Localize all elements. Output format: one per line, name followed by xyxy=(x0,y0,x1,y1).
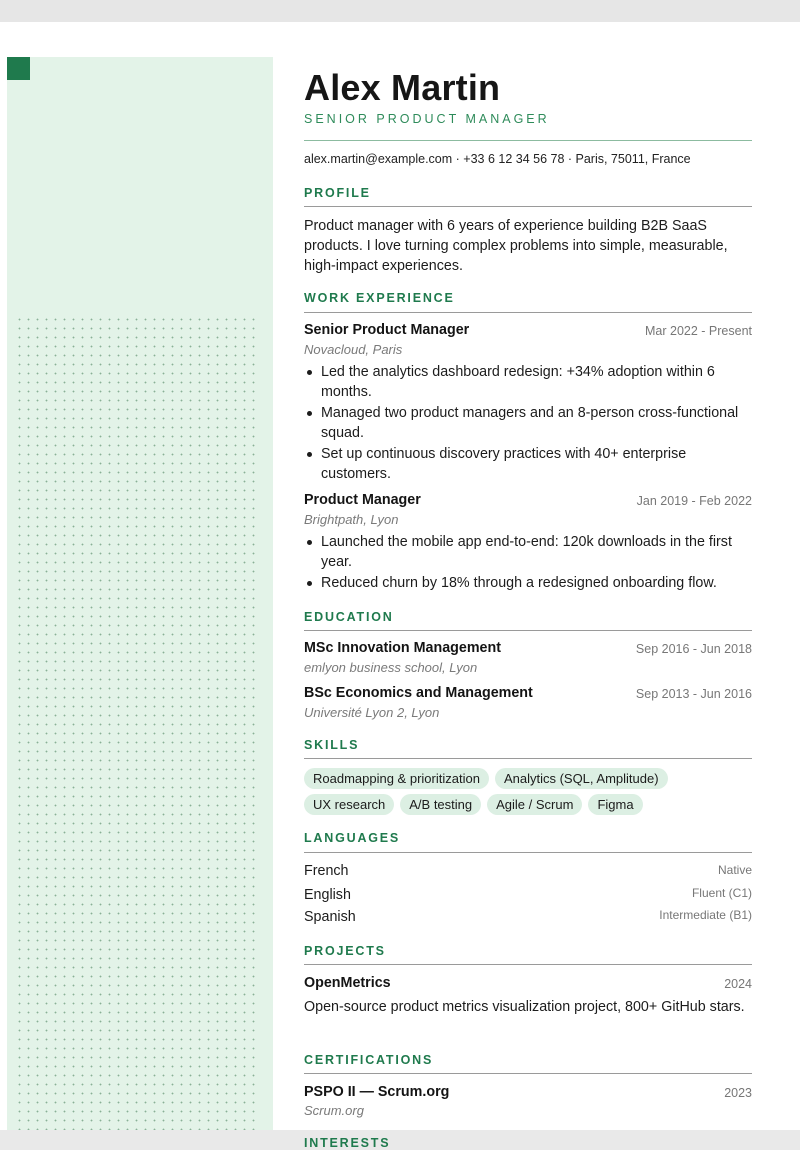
resume-page xyxy=(0,22,800,1150)
skill-chip: A/B testing xyxy=(400,794,481,815)
list-item: Managed two product managers and an 8-person cross-functional squad. xyxy=(304,403,752,443)
section-divider xyxy=(304,1073,752,1074)
section-heading-interests: INTERESTS xyxy=(304,1136,391,1150)
skill-chip: Agile / Scrum xyxy=(487,794,582,815)
language-level: Fluent (C1) xyxy=(691,886,752,900)
section-heading-experience: WORK EXPERIENCE xyxy=(304,291,455,305)
job-company-1: Novacloud, Paris xyxy=(304,342,403,357)
language-name: English xyxy=(304,887,351,903)
education-dates-1: Sep 2016 - Jun 2018 xyxy=(635,642,752,656)
education-dates-2: Sep 2013 - Jun 2016 xyxy=(635,687,752,701)
skill-chip: UX research xyxy=(304,794,394,815)
job-title: SENIOR PRODUCT MANAGER xyxy=(304,112,550,126)
job-title-2: Product Manager xyxy=(304,492,421,508)
certification-year: 2023 xyxy=(724,1086,752,1100)
language-level: Native xyxy=(717,863,752,877)
certification-name: PSPO II — Scrum.org xyxy=(304,1084,450,1100)
list-item: Launched the mobile app end-to-end: 120k downloads in the first year. xyxy=(304,532,752,572)
section-heading-profile: PROFILE xyxy=(304,186,371,200)
skills-list xyxy=(304,768,752,815)
project-description: Open-source product metrics visualization project, 800+ GitHub stars. xyxy=(304,999,745,1015)
job-dates-1: Mar 2022 - Present xyxy=(645,324,752,338)
section-divider xyxy=(304,852,752,853)
project-name: OpenMetrics xyxy=(304,975,391,991)
section-heading-projects: PROJECTS xyxy=(304,944,386,958)
contact-line: alex.martin@example.com · +33 6 12 34 56 78 · Paris, 75011, France xyxy=(304,152,691,166)
job-bullets-2 xyxy=(304,532,752,594)
education-degree-2: BSc Economics and Management xyxy=(304,685,533,701)
top-bar xyxy=(0,0,800,22)
profile-text: Product manager with 6 years of experience building B2B SaaS products. I love turning complex problems into simple, measurable, high-impact experiences. xyxy=(304,218,728,274)
section-heading-skills: SKILLS xyxy=(304,738,360,752)
project-year: 2024 xyxy=(724,977,752,991)
dot-pattern xyxy=(15,315,261,1130)
job-dates-2: Jan 2019 - Feb 2022 xyxy=(636,494,752,508)
section-heading-education: EDUCATION xyxy=(304,610,394,624)
education-school-1: emlyon business school, Lyon xyxy=(304,660,478,675)
section-divider xyxy=(304,758,752,759)
language-name: Spanish xyxy=(304,909,356,925)
section-divider xyxy=(304,964,752,965)
certification-issuer: Scrum.org xyxy=(304,1103,364,1118)
skill-chip: Figma xyxy=(588,794,642,815)
header-divider xyxy=(304,140,752,141)
job-title-1: Senior Product Manager xyxy=(304,322,470,338)
education-school-2: Université Lyon 2, Lyon xyxy=(304,705,440,720)
section-divider xyxy=(304,630,752,631)
education-degree-1: MSc Innovation Management xyxy=(304,640,502,656)
skill-chip: Roadmapping & prioritization xyxy=(304,768,489,789)
section-divider xyxy=(304,206,752,207)
list-item: Set up continuous discovery practices with 40+ enterprise customers. xyxy=(304,444,752,484)
sidebar-panel xyxy=(7,57,273,1130)
list-item: Led the analytics dashboard redesign: +34% adoption within 6 months. xyxy=(304,362,752,402)
job-company-2: Brightpath, Lyon xyxy=(304,512,399,527)
job-bullets-1 xyxy=(304,362,752,485)
skill-chip: Analytics (SQL, Amplitude) xyxy=(495,768,668,789)
section-divider xyxy=(304,312,752,313)
brand-square-icon xyxy=(7,57,30,80)
section-heading-languages: LANGUAGES xyxy=(304,831,401,845)
language-name: French xyxy=(304,863,349,879)
language-level: Intermediate (B1) xyxy=(659,908,752,922)
candidate-name: Alex Martin xyxy=(304,67,501,108)
section-heading-certifications: CERTIFICATIONS xyxy=(304,1053,434,1067)
list-item: Reduced churn by 18% through a redesigned onboarding flow. xyxy=(304,573,752,593)
